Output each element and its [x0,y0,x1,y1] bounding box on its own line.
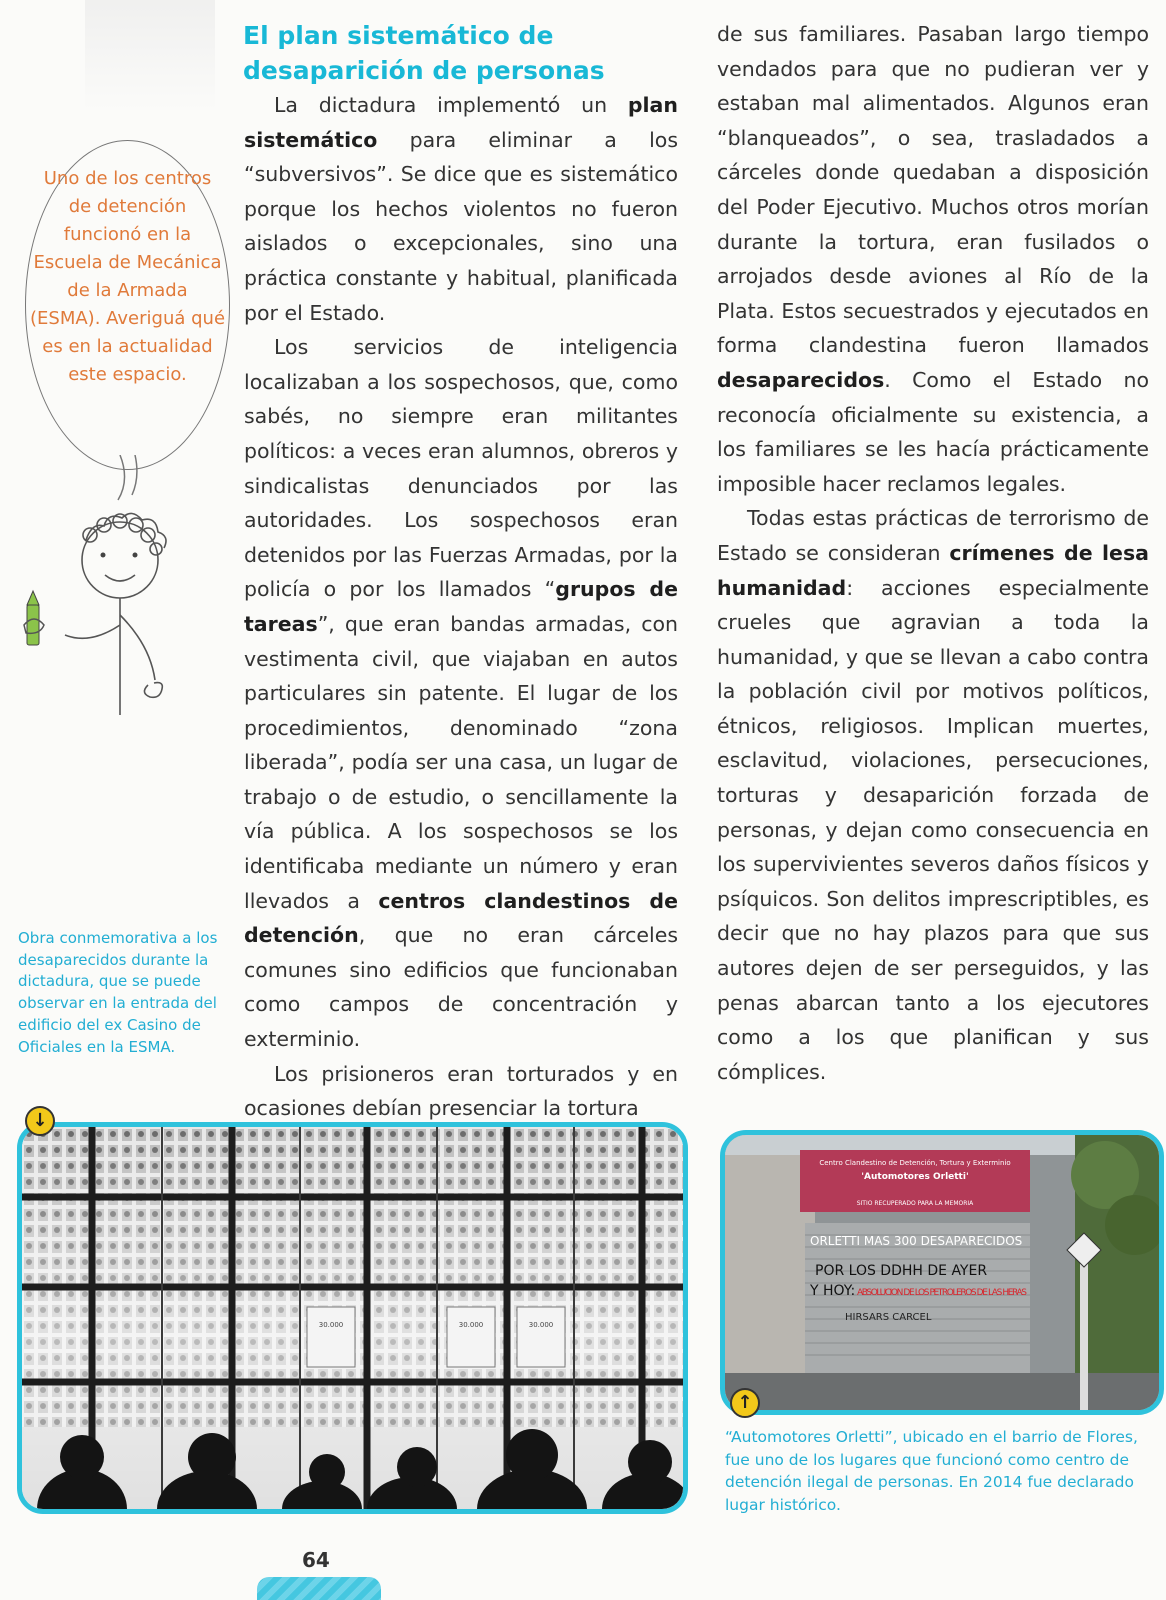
orletti-photo-drawing [725,1135,1159,1410]
memorial-sign-1: 30.000 [318,1321,344,1329]
page-number-tab [257,1577,381,1600]
graffiti-ddhh: POR LOS DDHH DE AYER [815,1263,988,1279]
arrow-down-icon: ↓ [25,1106,55,1136]
graffiti-absolucion: ABSOLUCION DE LOS PETROLEROS DE LAS HERAS [857,1288,1027,1298]
photo-esma-memorial [17,1122,688,1514]
text-column-left [244,88,678,1126]
bold-term: desaparecidos [717,367,885,392]
paragraph [244,1057,678,1126]
photo-automotores-orletti [720,1130,1164,1415]
graffiti-y-hoy: Y HOY: [810,1283,856,1299]
paragraph [717,17,1149,501]
page-number: 64 [302,1548,330,1572]
graffiti-carcel: HIRSARS CARCEL [845,1312,932,1323]
graffiti-orletti: ORLETTI MAS 300 DESAPARECIDOS [810,1234,1023,1248]
text-run: . Como el Estado no reconocía oficialmente su existencia, a los familiares se les hacía prácticamente imposible hacer reclamos legales. [717,367,1149,496]
orletti-sign-line-3: SITIO RECUPERADO PARA LA MEMORIA [856,1200,974,1207]
bold-term: grupos de tareas [244,577,679,636]
paragraph [244,330,678,1056]
text-run: ”, que eran bandas armadas, con vestimenta civil, que viajaban en autos particulares sin patente. El lugar de los procedimientos, denominado “zona liberada”, podía ser una casa, un lugar de trabajo o de estudio, o sencillamente la vía pública. A los sospechosos se los identificaba mediante un número y eran llevados a [244,611,678,913]
text-run: Todas estas prácticas de terrorismo de Estado se consideran [717,506,1149,565]
text-run: La dictadura implementó un [274,93,628,117]
section-title: El plan sistemático de desaparición de personas [243,21,605,85]
text-run: Los servicios de inteligencia localizaban a los sospechosos, que, como sabés, no siempre eran militantes políticos: a veces eran alumnos, obreros y sindicalistas denunciados por las autoridades. Los sospechosos eran detenidos por las Fuerzas Armadas, por la policía o por los llamados “ [244,335,678,602]
paragraph [244,88,678,330]
orletti-sign-line-2: 'Automotores Orletti' [861,1172,969,1182]
memorial-sign-3: 30.000 [528,1321,554,1329]
margin-note: Uno de los centros de detención funcionó en la Escuela de Mecánica de la Armada (ESMA). Averiguá qué es en la actualidad este espacio. [30,168,226,385]
text-run: para eliminar a los “subversivos”. Se dice que es sistemático porque los hechos violentos no fueron aislados o excepcionales, sino una práctica constante y habitual, planificada por el Estado. [244,127,678,325]
text-column-right [717,17,1149,1089]
stick-figure-illustration [20,495,210,715]
bleed-through-shadow [85,0,215,110]
text-run: de sus familiares. Pasaban largo tiempo vendados para que no pudieran ver y estaban mal alimentados. Algunos eran “blanqueados”, o sea, trasladados a cárceles donde quedaban a disposición del Poder Ejecutivo. Muchos otros morían durante la tortura, eran fusilados o arrojados desde aviones al Río de la Plata. Estos secuestrados y ejecutados en forma clandestina fueron llamados [717,22,1149,358]
caption-orletti: “Automotores Orletti”, ubicado en el barrio de Flores, fue uno de los lugares que funcionó como centro de detención ilegal de personas. En 2014 fue declarado lugar histórico. [725,1428,1138,1514]
orletti-sign-line-1: Centro Clandestino de Detención, Tortura y Exterminio [819,1159,1011,1167]
paragraph [717,501,1149,1089]
text-run: : acciones especialmente crueles que agravian a toda la humanidad, y que se llevan a cabo contra la población civil por motivos políticos, étnicos, religiosos. Implican muertes, esclavitud, violaciones, persecuciones, torturas y desaparición forzada de personas, y dejan como consecuencia en los supervivientes severos daños físicos y psíquicos. Son delitos imprescriptibles, es decir que no hay plazos para que sus autores dejen de ser perseguidos, y las penas abarcan tanto a los ejecutores como a los que planifican y sus cómplices. [717,575,1149,1084]
text-run: , que no eran cárceles comunes sino edificios que funcionaban como campos de concentración y exterminio. [244,923,678,1052]
arrow-up-icon: ↑ [730,1388,760,1418]
text-run: Los prisioneros eran torturados y en ocasiones debían presenciar la tortura [244,1061,678,1121]
memorial-sign-2: 30.000 [458,1321,484,1329]
caption-esma: Obra conmemorativa a los desaparecidos durante la dictadura, que se puede observar en la entrada del edificio del ex Casino de Oficiales en la ESMA. [18,929,218,1056]
memorial-photo-drawing [22,1127,683,1509]
bold-term: plan sistemático [244,93,678,152]
bold-term: centros clandestinos de detención [244,888,678,948]
bold-term: crímenes de lesa humanidad [717,540,1149,600]
